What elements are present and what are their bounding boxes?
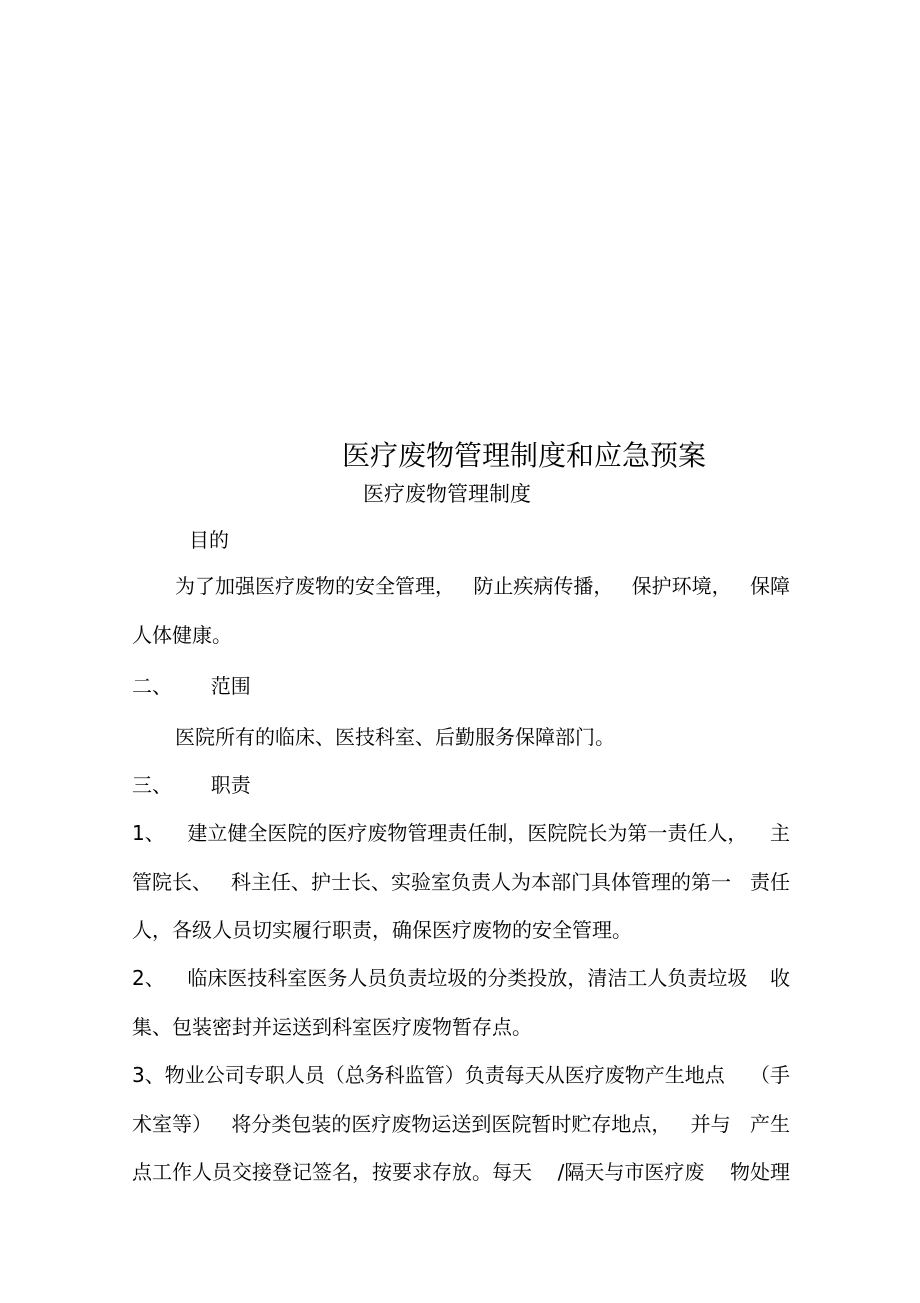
text-fragment: 将分类包装的医疗废物运送到医院暂时贮存地点， xyxy=(231,1112,672,1136)
document-subtitle: 医疗废物管理制度 xyxy=(363,482,531,506)
text-fragment: 并与 xyxy=(690,1112,731,1136)
text-fragment: （手 xyxy=(750,1063,790,1087)
text-fragment: 为了加强医疗废物的安全管理， xyxy=(175,574,455,598)
text-fragment: 临床医技科室医务人员负责垃圾的分类投放，清洁工人负责垃圾 xyxy=(187,966,748,990)
duty-item-1-line-1 xyxy=(132,821,790,845)
text-fragment: 3、物业公司专职人员（总务科监管）负责每天从医疗废物产生地点 xyxy=(132,1063,725,1087)
duty-item-2-line-2: 集、包装密封并运送到科室医疗废物暂存点。 xyxy=(132,1015,532,1039)
section-number: 二、 xyxy=(132,674,172,698)
document-title: 医疗废物管理制度和应急预案 xyxy=(342,439,707,472)
duties-heading-line xyxy=(132,773,251,797)
text-fragment: 防止疾病传播， xyxy=(473,574,614,598)
text-fragment: 2、 xyxy=(132,966,165,990)
text-fragment: /隔天与市医疗废 xyxy=(557,1160,705,1184)
text-fragment: 物处理 xyxy=(730,1160,790,1184)
section-heading: 范围 xyxy=(210,674,251,698)
text-fragment: 术室等） xyxy=(132,1112,212,1136)
duty-item-3-line-2 xyxy=(132,1112,790,1136)
text-fragment: 责任 xyxy=(750,870,790,894)
purpose-heading: 目的 xyxy=(189,528,229,552)
text-fragment: 科主任、护士长、实验室负责人为本部门具体管理的第一 xyxy=(231,870,731,894)
text-fragment: 保护环境， xyxy=(631,574,732,598)
scope-text: 医院所有的临床、医技科室、后勤服务保障部门。 xyxy=(175,725,615,749)
scope-heading-line xyxy=(132,674,251,698)
section-heading: 职责 xyxy=(210,773,251,797)
purpose-paragraph-line-1 xyxy=(175,574,790,598)
text-fragment: 收 xyxy=(769,966,790,990)
duty-item-1-line-3: 人，各级人员切实履行职责，确保医疗废物的安全管理。 xyxy=(132,918,632,942)
purpose-paragraph-line-2: 人体健康。 xyxy=(132,623,232,647)
duty-item-3-line-3 xyxy=(132,1160,790,1184)
duty-item-1-line-2 xyxy=(132,870,790,894)
text-fragment: 点工作人员交接登记签名，按要求存放。每天 xyxy=(132,1160,532,1184)
section-number: 三、 xyxy=(132,773,172,797)
text-fragment: 主 xyxy=(769,821,790,845)
duty-item-2-line-1 xyxy=(132,966,790,990)
text-fragment: 产生 xyxy=(749,1112,790,1136)
text-fragment: 1、 xyxy=(132,821,165,845)
text-fragment: 管院长、 xyxy=(132,870,212,894)
text-fragment: 保障 xyxy=(749,574,790,598)
text-fragment: 建立健全医院的医疗废物管理责任制，医院院长为第一责任人， xyxy=(187,821,748,845)
duty-item-3-line-1 xyxy=(132,1063,790,1087)
